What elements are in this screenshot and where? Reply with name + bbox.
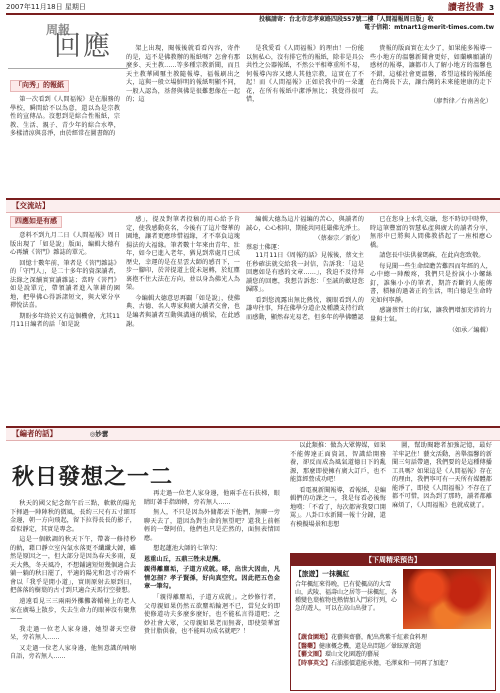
section1-col1	[10, 96, 120, 141]
section1-col4	[370, 45, 492, 107]
contact-info	[259, 16, 494, 32]
letter-salutation: 蔡惡士佛運：	[246, 243, 284, 251]
paragraph: 貴報的版面實在太少了，如果能多報導一些小地方的溫馨新聞會更好，如蘭嶼願讀的感材的報導，讓都市人了解小地方的溫馨也不錯，這樣社會更溫馨，希望這樣的報紙能在台灣長下去，讓台灣的未來能建康的走下去。	[370, 45, 492, 95]
paragraph: 期盼多年終於又有這個機會，尤其11月11日編者的話「如是說	[10, 312, 120, 329]
section2-tag-label: 四應如是有感	[10, 216, 62, 228]
page-header	[6, 3, 494, 15]
section3-byline: ◎妙蕓	[89, 430, 109, 438]
section3-col1	[10, 500, 136, 664]
paragraph: 看到您流露出無比熱忱，親眼看到人的謙卑往事，拜在佛學分道企及種讚支持行政而感動，顯然春光易老，但多年的學佛體認	[246, 296, 364, 322]
paragraph: 想起蓮池大師的七筆勾：	[153, 545, 222, 553]
paragraph: 感」，提及對筆者投稿的用心給予肯定，使我感動莫名，今後有了這片聲華的園地，讓者更應珍惜福緣，才不辜負這塊揚法的大福緣。筆者數十年來由青年、壯年，如今已進入老年，猶見到常處月已成歷史，幸運的是在星雲大師的感召下，一步一腳印，於菩提道上從未退轉，於紅塵裏抱不住大法在方向，並以身為佛光人為榮。	[126, 216, 240, 292]
section2-col2	[126, 216, 240, 331]
poem-line: 親得離塵垢，子道方成就。嗏，出世大因由，凡情怎剖？孝子賢孫，好向真空究。因此把五色金章一筆勾。	[144, 566, 280, 591]
preview-item-key: 【藝文圈】	[295, 651, 326, 659]
paragraph: 意料不到九月二日《人間福報》周日版出現了「如是說」版面，編輯大德有心再續《菩門》雜誌的單元。	[10, 232, 120, 257]
paragraph: 感謝蔡哲士的打氣，讓我們增加充沛的力量與士氣。	[370, 307, 492, 324]
section1-col2	[126, 45, 240, 107]
paragraph: 秋天的國父紀念館午后三點，軟軟的陽光下揮過一陣陣秋的微風，長約三尺有五寸細耳金邊，朝一方向飛起，留下拉得長長的影子，看似靜定，其實是專念。	[10, 500, 136, 533]
paragraph: 編輯大德為這片福編的苦心，與讀者的誠心，心心相印，期能共同莊嚴佛光淨土。	[246, 216, 364, 232]
paragraph: 每見聞一些生命綻瞻苦難四而年經的人，心中總一陣酸疼，我們只是扮演小小螺絲釘，誰集小小的筆者，期許否斷的人能傳書，積極的過著正的生活，明白德是生命時光如何寧靜。	[370, 262, 492, 304]
preview-travel	[295, 570, 401, 614]
paragraph: 是我愛看《人間福報》的理由！一份能以無私心，沒有排它性的報紙，除非是具公共性之公器報紙，不然公平相尊重所不易，何報導內容又總人其他宗教，這實在了不起！而《人間福報》正如於我中的一朵蓮花，在所有報紙中潔淨無比；我覺得很可惜，	[246, 45, 364, 104]
preview-item-value: 石油漲價還能承擔，毛澤東和一同再了加進？	[331, 660, 452, 668]
section3-header-label: 【編者的話】	[12, 429, 57, 438]
logo-underline	[8, 68, 128, 69]
preview-item-value: 花藝與齋藝，配出萬紫千紅素食料理	[331, 634, 428, 641]
header-date: 2007年11月18日 星期日	[6, 3, 86, 12]
section2-signature-b: （如承／編輯）	[448, 326, 492, 334]
autumn-maple-photo	[403, 569, 491, 629]
paragraph: 我走過一位老人家身邊，她望著天空發呆，旁若無人……	[10, 625, 136, 642]
paragraph: 11月11日《周報的話》見報後，蔡文主任秒確法就交給我一封信，告訴我：「這是回應如是有感的文章……」，我迫不及待拜讀您的回應，我想告訴您：「至誠的歡迎您歸隊」。	[246, 252, 364, 294]
paragraph: 以此類推：做為大眾傳媒，如果不能傳達正面資訊，智識給開務養，卻反而成為風氣道德日下的亂源，那麼即使擁有廣大訂戶，也不能算經營成功吧！	[290, 442, 386, 484]
paragraph: 再走過一位老人家身邊，他兩手在石扶梯，眼睛盯著手指頭轉，旁若無人……	[144, 490, 280, 506]
paragraph: 又走過一位老人家身邊，他無意識的喃喃自語，旁若無人……	[10, 644, 136, 661]
paragraph: 圖，幫助閱聽者加強記憶，最好羊牢記住！藝文活動，善舉溫馨的新聞三句話帶過，我們要的是這種傳播工具嗎？如果這是《人間福報》存在的理由，我們寧可有一天所有媒體都能淨了，即使《人間福報》不存在了都不可惜，因為到了那時，讀者都離麻煩了，《人間福報》也就成就了。	[392, 442, 492, 509]
poem-line: 恩重山丘，五鼎三牲未足酬。	[144, 555, 225, 563]
paragraph: 回憶十數年前，筆者是《菩門雜誌》的「守門人」，是二十多年的資深讀者，法緣之深續實實讀雜誌；當時《菩門》如是說單元，帶領讀者進入筆耕的園地，把學佛心得訴諸短文，與大眾分享禪悅法喜。	[10, 259, 120, 310]
preview-item-key: 【蔬食園地】	[295, 634, 332, 641]
preview-title: 【下周精采預告】	[291, 554, 495, 566]
preview-item-key: 【時事英文】	[295, 660, 332, 668]
paragraph: 請您長中法供養瑪蘇，在此向您致敬。	[379, 252, 485, 260]
paragraph: 「親得離塵垢，子道方成就」。之妙修行者，父母親如果仍然五欲塵垢輪迴不已，當兒女的即使修道功夫多麼多麼好，也不能私言得道吧；之妙社會大眾，父母親如果老而無著，即使榮華富貴甘脂供養，也不能叫功成名就吧？！	[144, 594, 280, 636]
section3-col2	[144, 490, 280, 639]
weekly-small-text: 周報	[46, 23, 71, 37]
article-title: 秋日發想之一二	[12, 464, 174, 490]
section3-col4	[392, 442, 492, 512]
travel-text: 合年楓紅來得晚，已有從楓高的大雪山，武陵、福壽山之居等一抹楓紅，各種變色葉植物也熱情加入鬥彩行列，心急的遊人，可以在高山出發了。	[295, 581, 398, 613]
header-page-number: 3	[489, 3, 494, 12]
weekly-big-text: 回應	[54, 31, 112, 62]
section2-col1	[10, 232, 120, 332]
travel-title: 【旅遊】一抹楓紅	[295, 570, 350, 578]
section2-col3	[246, 216, 364, 325]
section1-signature: （廖哲律／台南善化）	[430, 98, 492, 106]
paragraph: 已在您身上水乳交融，您不時切中時弊，時這筆豐富的智慧私產與廣大的讀者分享，無形中已將與人間佛教搭起了一座相應心橋。	[370, 216, 492, 249]
preview-list	[295, 634, 491, 669]
preview-item	[295, 660, 491, 669]
next-week-preview	[290, 553, 496, 691]
section2-header: 【交流站】	[6, 198, 500, 213]
paragraph: 遠遠看見三三兩兩外攤攤著轎椅上的老人家在廣場上散步，失去生命力的眼神沒有聚焦——	[10, 598, 136, 623]
preview-item	[295, 651, 491, 660]
section1-col3	[246, 45, 364, 107]
header-section: 讀者投書	[447, 2, 484, 13]
paragraph: 這是一個軟調的秋天下午，帶著一修持秒的軌，藉口靜立室內氣水落更不纖纖大韓，雖然是原因之一，但大部分是因為春天多雨，夏天大熱，冬天風冷，不想鋪適短短幾個適合去躺一躺的秋日罷了，平適的陽光和忽寸冷兩不會以「我乎是閒小道」，實則原射去原到日，把落落的樹葉的古寸到只適合天馬行空發想。	[10, 536, 136, 595]
section2-signature-a: （蔡秦宗／新化）	[314, 235, 364, 243]
preview-item-key: 【醫藥】	[295, 642, 320, 650]
paragraph: 第一次看到《人間福報》是在服務的學校，瞬間給不以為意，還以為是宗教性的宣傳品。沒想到是綜合性報紙，宗教、生活、親子、青少年的綜合水準，多樣清涼與喜淨，由於經常在圖書館的	[10, 96, 120, 138]
section1-tag	[10, 80, 69, 92]
paragraph: 看電視新聞報導，看報紙，是編輯們的功課之一，我是每看必後悔地嘆：「不看了，每次都害我要口開罵」。八卦口水新聞一報十分鐘，還有模擬場景和悲想	[290, 486, 386, 528]
section2-tag	[10, 216, 62, 228]
section2-col4	[370, 216, 492, 335]
section1-tag-label: 「向秀」的報紙	[10, 80, 69, 92]
section3-header	[6, 426, 500, 441]
paragraph: 架上出現，閱報後就看看內容，寄件的是，這不是佛教辦的報紙嗎？怎會有那麼多、天主教……等多種宗教新聞，而且天主教華國璽主教隨報導，福報刷出之大，這與一般立場鮮明的報紙明顯不同，一般人認為，基督與佛是很難想像在一起的；這	[126, 45, 240, 104]
preview-item-value: 健康概念機，還是出問題／暈眩原貪題	[319, 642, 422, 650]
paragraph: 今編輯大德意思再闢「如是說」，使佛典、古德、名人專家與廣大讀者交會，也是編者與讀者互動與溝通的橋梁，在此感謝。	[126, 294, 240, 328]
section3-col3	[290, 442, 386, 531]
contact-email: 電子信箱：mtnart1@merit-times.com.tw	[364, 24, 494, 32]
paragraph: 無人，不只是因為外傭都丟下他們，無聊一旁聊天去了，還因為對生命的無望吧？還我上前輕輕的一聲阿伯，他們也只是茫然的，面無表情回應。	[144, 509, 280, 542]
weekly-response-logo	[8, 18, 128, 74]
contact-address: 投稿請寄：台北市忠孝東路四段557號二樓「人間福報周日版」收	[259, 16, 434, 23]
preview-item-value: 環山文化園遊的藝展	[325, 651, 380, 659]
preview-item	[295, 634, 491, 643]
